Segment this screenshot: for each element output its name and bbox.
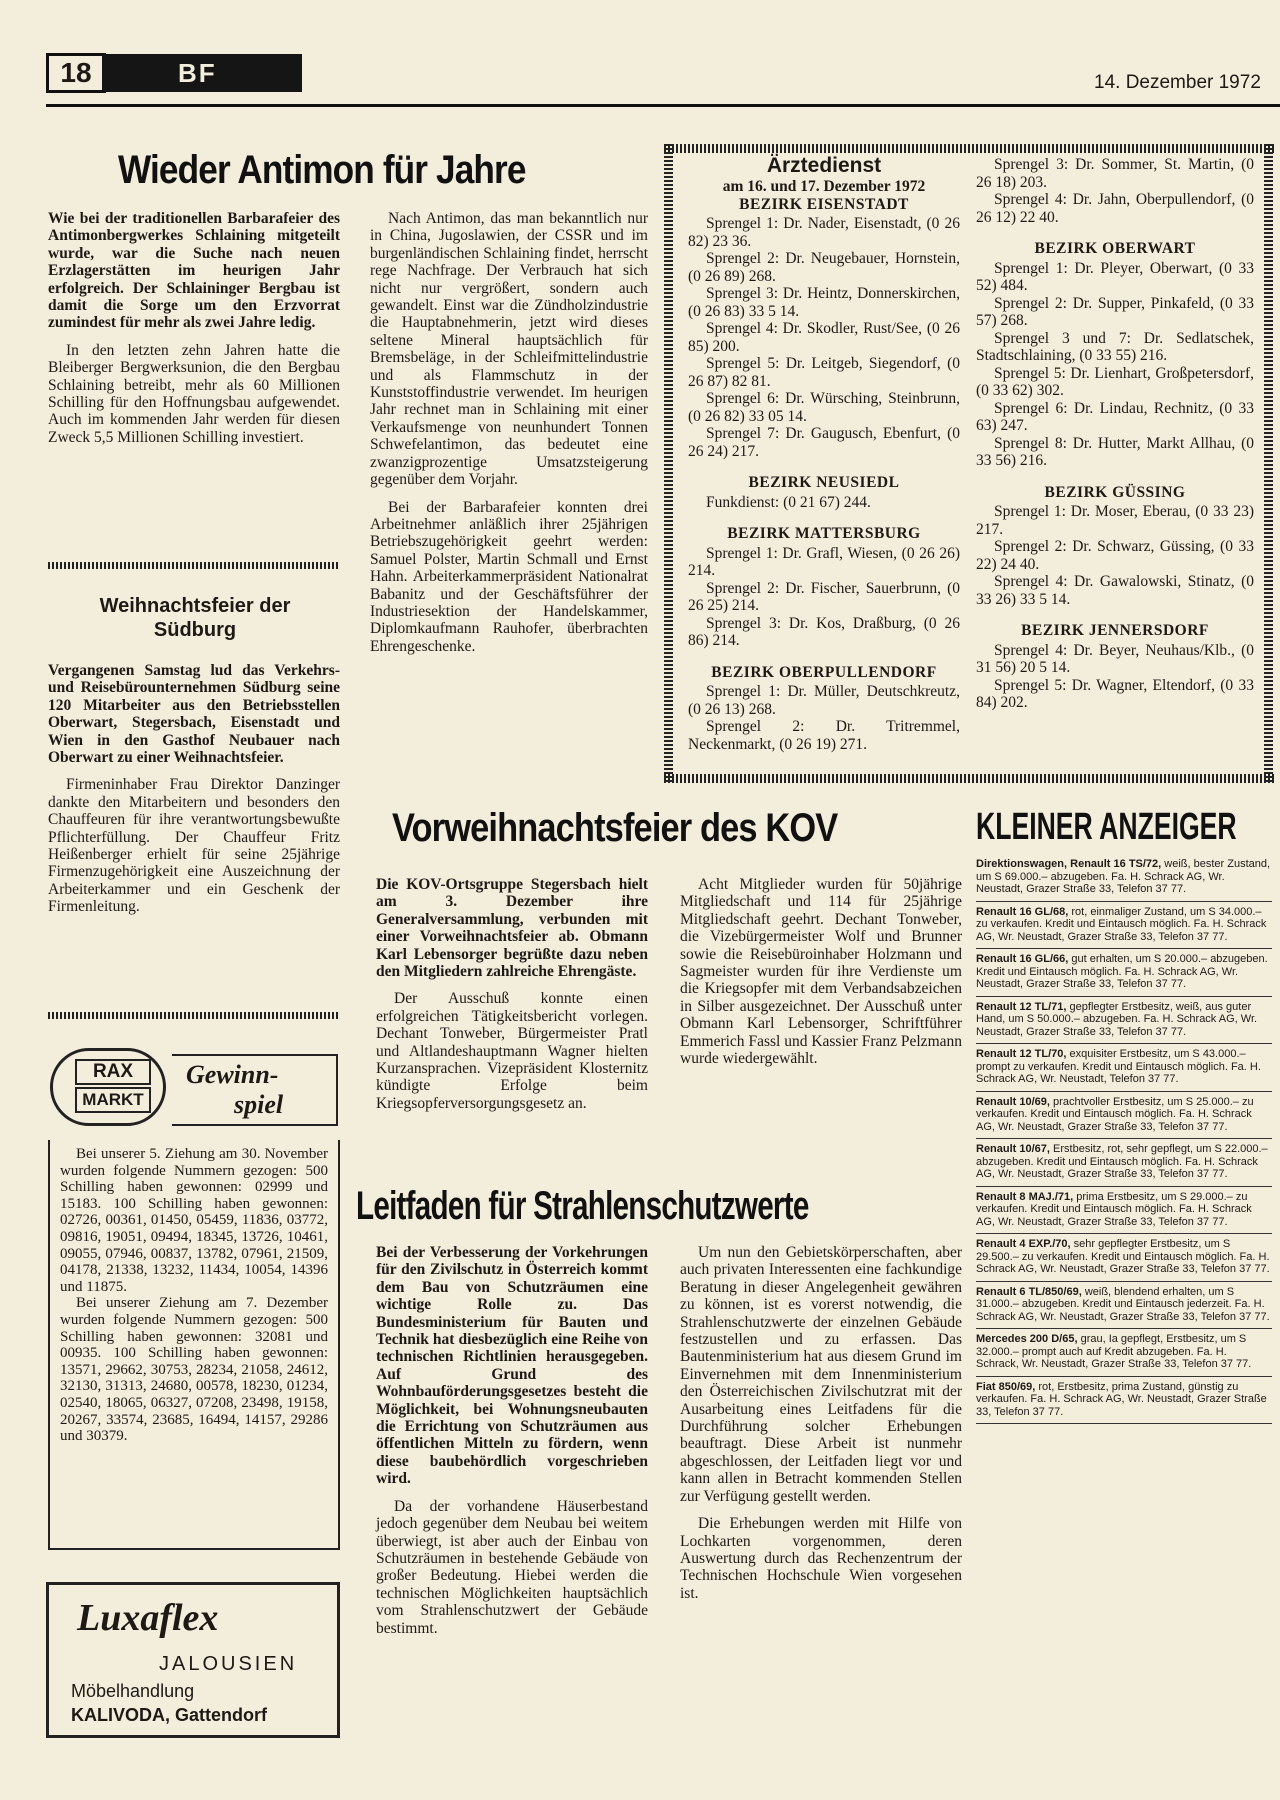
arztedienst-entry: Sprengel 1: Dr. Nader, Eisenstadt, (0 26 82) 23 36. <box>688 215 960 250</box>
arztedienst-entry: Sprengel 1: Dr. Grafl, Wiesen, (0 26 26) 214. <box>688 544 960 579</box>
classified-ad <box>976 1092 1272 1140</box>
classified-ad-text: sehr gepflegter Erstbesitz, um S 29.500.– zu verkaufen. Kredit und Eintausch möglich. Fa. H. Schrack AG, Wr. Neustadt, Grazer Straße 33, Telefon 37 77. <box>976 1238 1270 1275</box>
arztedienst-entry: Sprengel 2: Dr. Tritremmel, Neckenmarkt, (0 26 19) 271. <box>688 718 960 753</box>
antimon-lead: Wie bei der traditionellen Barbarafeier des Antimonbergwerkes Schlaining mitgeteilt wurde, war die Suche nach neuen Erzlagerstätten im heurigen Jahr erfolgreich. Der Schlaininger Bergbau ist damit die Sorge um den Erzvorrat zumindest für mehr als zwei Jahre ledig. <box>48 210 340 332</box>
classified-ad <box>976 1329 1272 1377</box>
arztedienst-district-heading: BEZIRK OBERWART <box>1034 240 1196 257</box>
arztedienst-entry: Sprengel 4: Dr. Gawalowski, Stinatz, (0 33 26) 33 5 14. <box>976 573 1254 608</box>
classified-ad <box>976 902 1272 950</box>
arztedienst-entry: Sprengel 2: Dr. Fischer, Sauerbrunn, (0 26 25) 214. <box>688 579 960 614</box>
classified-ad <box>976 1377 1272 1425</box>
kov-paragraph-2: Acht Mitglieder wurden für 50jährige Mitgliedschaft und 114 für 25jährige Mitgliedschaft geehrt. Dechant Tonweber, die Vizebürgermeister Wolf und Brunner sowie die Reisebüroinhaber Holzmann und Sagmeister wurden für ihre Verdienste um die Kriegsopfer mit dem Verbandsabzeichen in Silber ausgezeichnet. Der Ausschuß unter Obmann Karl Lebensorger, Schriftführer Emmerich Fassl und Kassier Franz Pelzmann wurde wiedergewählt. <box>680 876 962 1068</box>
arztedienst-entry: Sprengel 1: Dr. Müller, Deutschkreutz, (0 26 13) 268. <box>688 683 960 718</box>
classified-ad-title: Renault 12 TL/70, <box>976 1048 1067 1060</box>
arztedienst-top-border <box>664 144 1274 153</box>
arztedienst-entry: Sprengel 5: Dr. Lienhart, Großpetersdorf, (0 33 62) 302. <box>976 364 1254 399</box>
classified-ad-title: Renault 10/69, <box>976 1095 1050 1108</box>
classified-ad-title: Direktionswagen, Renault 16 TS/72, <box>976 858 1162 870</box>
luxaflex-ad <box>46 1582 340 1738</box>
kov-col-1 <box>376 876 648 1122</box>
arztedienst-entry: Sprengel 6: Dr. Lindau, Rechnitz, (0 33 63) 247. <box>976 399 1254 434</box>
arztedienst-district-heading: BEZIRK MATTERSBURG <box>727 525 921 542</box>
classified-ad-text: prachtvoller Erstbesitz, um S 25.000.– zu verkaufen. Kredit und Eintausch möglich. Fa. H. Schrack AG, Wr. Neustadt, Grazer Straße 33, Telefon 37 77. <box>976 1095 1254 1133</box>
section-label: BF <box>102 54 302 92</box>
classified-ad-text: gut erhalten, um S 20.000.– abzugeben. Kredit und Eintausch möglich. Fa. H. Schrack AG, Wr. Neustadt, Grazer Straße 33, Telefon 37 77. <box>976 953 1268 990</box>
separator-rule <box>48 562 340 569</box>
luxaflex-shop: Möbelhandlung <box>71 1681 195 1701</box>
classified-ad-title: Renault 4 EXP./70, <box>976 1238 1071 1250</box>
arztedienst-entry: Funkdienst: (0 21 67) 244. <box>706 493 871 511</box>
antimon-paragraph-1: In den letzten zehn Jahren hatte die Bleiberger Bergwerksunion, die den Bergbau Schlaining betreibt, mehr als 60 Millionen Schilling für den Hoffnungsbau aufgewendet. Auch im kommenden Jahr werden für diesen Zweck 5,5 Millionen Schilling investiert. <box>48 341 340 446</box>
classified-ad-text: prima Erstbesitz, um S 29.000.– zu verkaufen. Kredit und Eintausch möglich. Fa. H. Schrack AG, Wr. Neustadt, Grazer Straße 33, Telefon 37 77. <box>976 1190 1252 1228</box>
classified-ad <box>976 854 1272 902</box>
suedburg-paragraph-1: Firmeninhaber Frau Direktor Danzinger dankte den Mitarbeitern und besonders den Chauffeuren für ihre verantwortungsbewußte Pflichterfüllung. Der Chauffeur Fritz Heißenberger erhielt für seine 25jährige Firmenzugehörigkeit eine Auszeichnung der Arbeiterkammer und ein Geschenk der Firmenleitung. <box>48 776 340 916</box>
classified-ad-text: gepflegter Erstbesitz, weiß, aus guter Hand, um S 50.000.– abzugeben. Fa. H. Schrack AG, Wr. Neustadt, Grazer Straße 33, Telefon 37 77. <box>976 1000 1258 1038</box>
page-header <box>46 50 1280 108</box>
arztedienst-district-heading: BEZIRK JENNERSDORF <box>1021 622 1209 639</box>
arztedienst-box <box>664 144 1274 784</box>
classified-ad <box>976 949 1272 997</box>
luxaflex-product: JALOUSIEN <box>159 1653 298 1675</box>
raxmarkt-logo <box>50 1048 166 1126</box>
kov-paragraph-1: Der Ausschuß konnte einen erfolgreichen Tätigkeitsbericht vorlegen. Dechant Tonweber, Bürgermeister Pratl und Altlandeshauptmann Wagner hielten Kurzansprachen. Vizepräsident Klosternitz kündigte Erfolge beim Kriegsopferversorgungsgesetz an. <box>376 990 648 1112</box>
classified-ad-title: Renault 16 GL/68, <box>976 905 1069 918</box>
luxaflex-owner: KALIVODA, Gattendorf <box>71 1705 267 1725</box>
strahlen-lead: Bei der Verbesserung der Vorkehrungen für den Zivilschutz in Österreich kommt dem Bau von Schutzräumen eine wichtige Rolle zu. Das Bundesministerium für Bauten und Technik hat diesbezüglich eine Reihe von technischen Richtlinien herausgegeben. Auf Grund des Wohnbauförderungsgesetzes besteht die Möglichkeit, bei Wohnungsneubauten die Errichtung von Schutzräumen aus öffentlichen Mitteln zu fördern, wenn diese baubehördlich vorgeschrieben wird. <box>376 1244 648 1488</box>
raxmarkt-logo-top: RAX <box>92 1061 134 1082</box>
classified-ad-title: Renault 16 GL/66, <box>976 953 1069 965</box>
kov-headline: Vorweihnachtsfeier des KOV <box>392 806 838 850</box>
antimon-col-2 <box>370 210 648 665</box>
suedburg-headline: Weihnachtsfeier der Südburg <box>99 595 291 641</box>
strahlen-headline: Leitfaden für Strahlenschutzwerte <box>356 1184 809 1228</box>
classified-ad-title: Fiat 850/69, <box>976 1380 1036 1393</box>
strahlen-paragraph-2: Um nun den Gebietskörperschaften, aber auch privaten Interessenten eine fachkundige Beratung in dieser Angelegenheit gewähren zu können, ist es vorerst notwendig, die Strahlenschutzwerte der einzelnen Gebäude festzustellen und zu erfassen. Das Bautenministerium hat aus diesem Grund im Einvernehmen mit dem Innenministerium den Österreichischen Zivilschutzrat mit der Ausarbeitung eines Leitfadens für die Durchführung solcher Erhebungen beauftragt. Diese Arbeit ist nunmehr abgeschlossen, der Leitfaden liegt vor und kann allen in Betracht kommenden Stellen zur Verfügung gestellt werden. <box>680 1244 962 1505</box>
arztedienst-entry: Sprengel 3: Dr. Sommer, St. Martin, (0 26 18) 203. <box>976 156 1254 191</box>
classified-ad-text: weiß, bester Zustand, um S 69.000.– abzugeben. Fa. H. Schrack AG, Wr. Neustadt, Grazer Straße 33, Telefon 37 77. <box>976 858 1271 895</box>
classified-ad <box>976 1139 1272 1187</box>
arztedienst-entry: Sprengel 4: Dr. Skodler, Rust/See, (0 26 85) 200. <box>688 320 960 355</box>
arztedienst-entry: Sprengel 2: Dr. Neugebauer, Hornstein, (0 26 89) 268. <box>688 250 960 285</box>
arztedienst-entry: Sprengel 7: Dr. Gaugusch, Ebenfurt, (0 26 24) 217. <box>688 425 960 460</box>
issue-date: 14. Dezember 1972 <box>1094 72 1261 93</box>
arztedienst-dates: am 16. und 17. Dezember 1972 <box>722 178 926 195</box>
raxmarkt-title-line1: Gewinn- <box>186 1060 279 1089</box>
strahlen-paragraph-3: Die Erhebungen werden mit Hilfe von Lochkarten vorgenommen, deren Auswertung durch das Rechenzentrum der Technischen Hochschule Wien vorgesehen ist. <box>680 1515 962 1602</box>
antimon-col-1 <box>48 210 340 456</box>
classified-ad-title: Renault 8 MAJ./71, <box>976 1190 1074 1203</box>
strahlen-col-1 <box>376 1244 648 1647</box>
suedburg-col <box>48 662 340 926</box>
classified-ad <box>976 997 1272 1045</box>
arztedienst-district-heading: BEZIRK GÜSSING <box>1044 483 1186 501</box>
luxaflex-brand: Luxaflex <box>77 1597 219 1639</box>
raxmarkt-title <box>172 1054 338 1126</box>
arztedienst-left-column <box>688 154 960 753</box>
arztedienst-entry: Sprengel 3 und 7: Dr. Sedlatschek, Stadtschlaining, (0 33 55) 216. <box>976 329 1254 364</box>
arztedienst-bottom-border <box>664 774 1274 783</box>
arztedienst-entry: Sprengel 3: Dr. Heintz, Donnerskirchen, (0 26 83) 33 5 14. <box>688 285 960 320</box>
arztedienst-right-list <box>976 240 1254 712</box>
antimon-headline: Wieder Antimon für Jahre <box>118 148 526 192</box>
arztedienst-entry: Sprengel 5: Dr. Leitgeb, Siegendorf, (0 26 87) 82 81. <box>688 355 960 390</box>
classified-ad-text: Erstbesitz, rot, sehr gepflegt, um S 22.000.– abzugeben. Kredit und Eintausch möglich. Fa. H. Schrack AG, Wr. Neustadt, Grazer Straße 33, Telefon 37 77. <box>976 1143 1268 1180</box>
kov-col-2 <box>680 876 962 1077</box>
antimon-paragraph-3: Bei der Barbarafeier konnten drei Arbeitnehmer anläßlich ihrer 25jährigen Betriebszugehörigkeit geehrt werden: Samuel Polster, Martin Schmall und Ernst Hahn. Arbeiterkammerpräsident Nationalrat Babanitz und der Geschäftsführer der Industriesektion der Handelskammer, Diplomkaufmann Rauhofer, überbrachten Ehrengeschenke. <box>370 498 648 655</box>
raxmarkt-draw-6: Bei unserer Ziehung am 7. Dezember wurden folgende Nummern gezogen: 500 Schilling haben gewonnen: 32081 und 00935. 100 Schilling haben gewonnen: 13571, 29662, 30753, 28234, 21058, 24612, 32130, 31313, 24680, 00578, 18230, 01234, 02540, 18065, 06327, 07208, 23498, 19158, 20267, 33574, 23685, 16494, 14157, 29286 und 30379. <box>60 1295 328 1445</box>
arztedienst-district-heading: BEZIRK OBERPULLENDORF <box>711 663 937 681</box>
suedburg-lead: Vergangenen Samstag lud das Verkehrs- und Reisebürounternehmen Südburg seine 120 Mitarbeiter aus den Betriebsstellen Oberwart, Stegersbach, Eisenstadt und Wien in den Gasthof Neubauer nach Oberwart zu einer Weihnachtsfeier. <box>48 662 340 767</box>
raxmarkt-logo-bottom: MARKT <box>82 1090 144 1109</box>
anzeiger-list <box>976 854 1272 1424</box>
classified-ad-text: exquisiter Erstbesitz, um S 43.000.– prompt zu verkaufen. Kredit und Eintausch möglich. Fa. H. Schrack AG, Wr. Neustadt, Telefon 37 77. <box>976 1048 1261 1085</box>
classified-ad-title: Renault 10/67, <box>976 1143 1050 1155</box>
classified-ad <box>976 1187 1272 1235</box>
arztedienst-entry: Sprengel 2: Dr. Supper, Pinkafeld, (0 33 57) 268. <box>976 294 1254 329</box>
arztedienst-right-top <box>976 156 1254 226</box>
arztedienst-entry: Sprengel 4: Dr. Beyer, Neuhaus/Klb., (0 31 56) 20 5 14. <box>976 641 1254 676</box>
classified-ad-text: rot, Erstbesitz, prima Zustand, günstig zu verkaufen. Fa. H. Schrack AG, Wr. Neustadt, Grazer Straße 33, Telefon 37 77. <box>976 1380 1267 1418</box>
page-number: 18 <box>46 53 106 93</box>
raxmarkt-results <box>48 1140 340 1550</box>
kov-lead: Die KOV-Ortsgruppe Stegersbach hielt am 3. Dezember ihre Generalversammlung, verbunden mit einer Vorweihnachtsfeier ab. Obmann Karl Lebensorger begrüßte dazu neben den Mitgliedern zahlreiche Ehrengäste. <box>376 876 648 981</box>
classified-ad <box>976 1282 1272 1330</box>
classified-ad-title: Renault 12 TL/71, <box>976 1000 1067 1013</box>
raxmarkt-draw-5: Bei unserer 5. Ziehung am 30. November wurden folgende Nummern gezogen: 500 Schilling haben gewonnen: 02999 und 15183. 100 Schilling haben gewonnen: 02726, 00361, 01450, 05459, 11836, 03772, 09816, 19051, 09494, 18345, 13726, 10461, 09055, 07946, 00837, 13782, 07961, 21509, 04178, 21338, 13232, 11434, 10054, 14396 und 11875. <box>60 1146 328 1295</box>
anzeiger-headline: KLEINER ANZEIGER <box>976 806 1237 848</box>
classified-ad <box>976 1234 1272 1282</box>
arztedienst-entry: Sprengel 4: Dr. Jahn, Oberpullendorf, (0 26 12) 22 40. <box>976 191 1254 226</box>
classified-ad-text: grau, Ia gepflegt, Erstbesitz, um S 32.000.– prompt auch auf Kredit abzugeben. Fa. H. Schrack, Wr. Neustadt, Grazer Straße 33, Telefon 37 77. <box>976 1333 1252 1370</box>
arztedienst-entry: Sprengel 2: Dr. Schwarz, Güssing, (0 33 22) 24 40. <box>976 538 1254 573</box>
raxmarkt-ad <box>48 1044 340 1552</box>
arztedienst-district-heading: BEZIRK EISENSTADT <box>739 195 909 213</box>
arztedienst-entry: Sprengel 5: Dr. Wagner, Eltendorf, (0 33 84) 202. <box>976 676 1254 711</box>
arztedienst-left-border <box>664 144 673 784</box>
separator-rule <box>48 1012 340 1019</box>
classified-ad <box>976 1044 1272 1092</box>
header-rule <box>46 104 1280 107</box>
classified-ad-title: Renault 6 TL/850/69, <box>976 1285 1082 1298</box>
raxmarkt-title-line2: spiel <box>234 1090 284 1119</box>
classified-ad-title: Mercedes 200 D/65, <box>976 1333 1078 1345</box>
classified-ad-text: weiß, blendend erhalten, um S 31.000.– abzugeben. Kredit und Eintausch jederzeit. Fa. H. Schrack AG, Wr. Neustadt, Grazer Straße 33, Telefon 37 77. <box>976 1285 1270 1323</box>
arztedienst-entry: Sprengel 8: Dr. Hutter, Markt Allhau, (0 33 56) 216. <box>976 434 1254 469</box>
arztedienst-district-heading: BEZIRK NEUSIEDL <box>748 474 900 491</box>
arztedienst-entry: Sprengel 1: Dr. Pleyer, Oberwart, (0 33 52) 484. <box>976 259 1254 294</box>
arztedienst-entry: Sprengel 1: Dr. Moser, Eberau, (0 33 23) 217. <box>976 503 1254 538</box>
arztedienst-title: Ärztedienst <box>766 154 882 177</box>
strahlen-paragraph-1: Da der vorhandene Häuserbestand jedoch gegenüber dem Neubau bei weitem überwiegt, ist aber auch der Einbau von Schutzräumen in bestehende Gebäude von großer Bedeutung. Hiebei werden die technischen Möglichkeiten hauptsächlich vom Strahlenschutzwert der Gebäude bestimmt. <box>376 1497 648 1637</box>
arztedienst-entry: Sprengel 3: Dr. Kos, Draßburg, (0 26 86) 214. <box>688 614 960 649</box>
arztedienst-right-border <box>1264 144 1273 784</box>
strahlen-col-2 <box>680 1244 962 1612</box>
classified-ad-text: rot, einmaliger Zustand, um S 34.000.– zu verkaufen. Kredit und Eintausch möglich. Fa. H. Schrack AG, Wr. Neustadt, Grazer Straße 33, Telefon 37 77. <box>976 905 1267 943</box>
antimon-paragraph-2: Nach Antimon, das man bekanntlich nur in China, Jugoslawien, der CSSR und im burgenländischen Schlaining findet, herrscht rege Nachfrage. Der Verbrauch hat sich nicht nur vergrößert, sondern auch gewandelt. Einst war die Zündholzindustrie die Hauptabnehmerin, jetzt wird dieses seltene Mineral hauptsächlich für Bremsbeläge, in der Schleifmittelindustrie und als Flammschutz in der Kunststoffindustrie verwendet. Im heurigen Jahr rechnet man in Schlaining mit einer Verkaufsmenge von neunhundert Tonnen Schwefelantimon, das bedeutet eine zwanzigprozentige Umsatzsteigerung gegenüber dem Vorjahr. <box>370 210 648 489</box>
arztedienst-left-list <box>688 196 960 754</box>
arztedienst-entry: Sprengel 6: Dr. Würsching, Steinbrunn, (0 26 82) 33 05 14. <box>688 390 960 425</box>
arztedienst-right-column <box>976 156 1254 712</box>
